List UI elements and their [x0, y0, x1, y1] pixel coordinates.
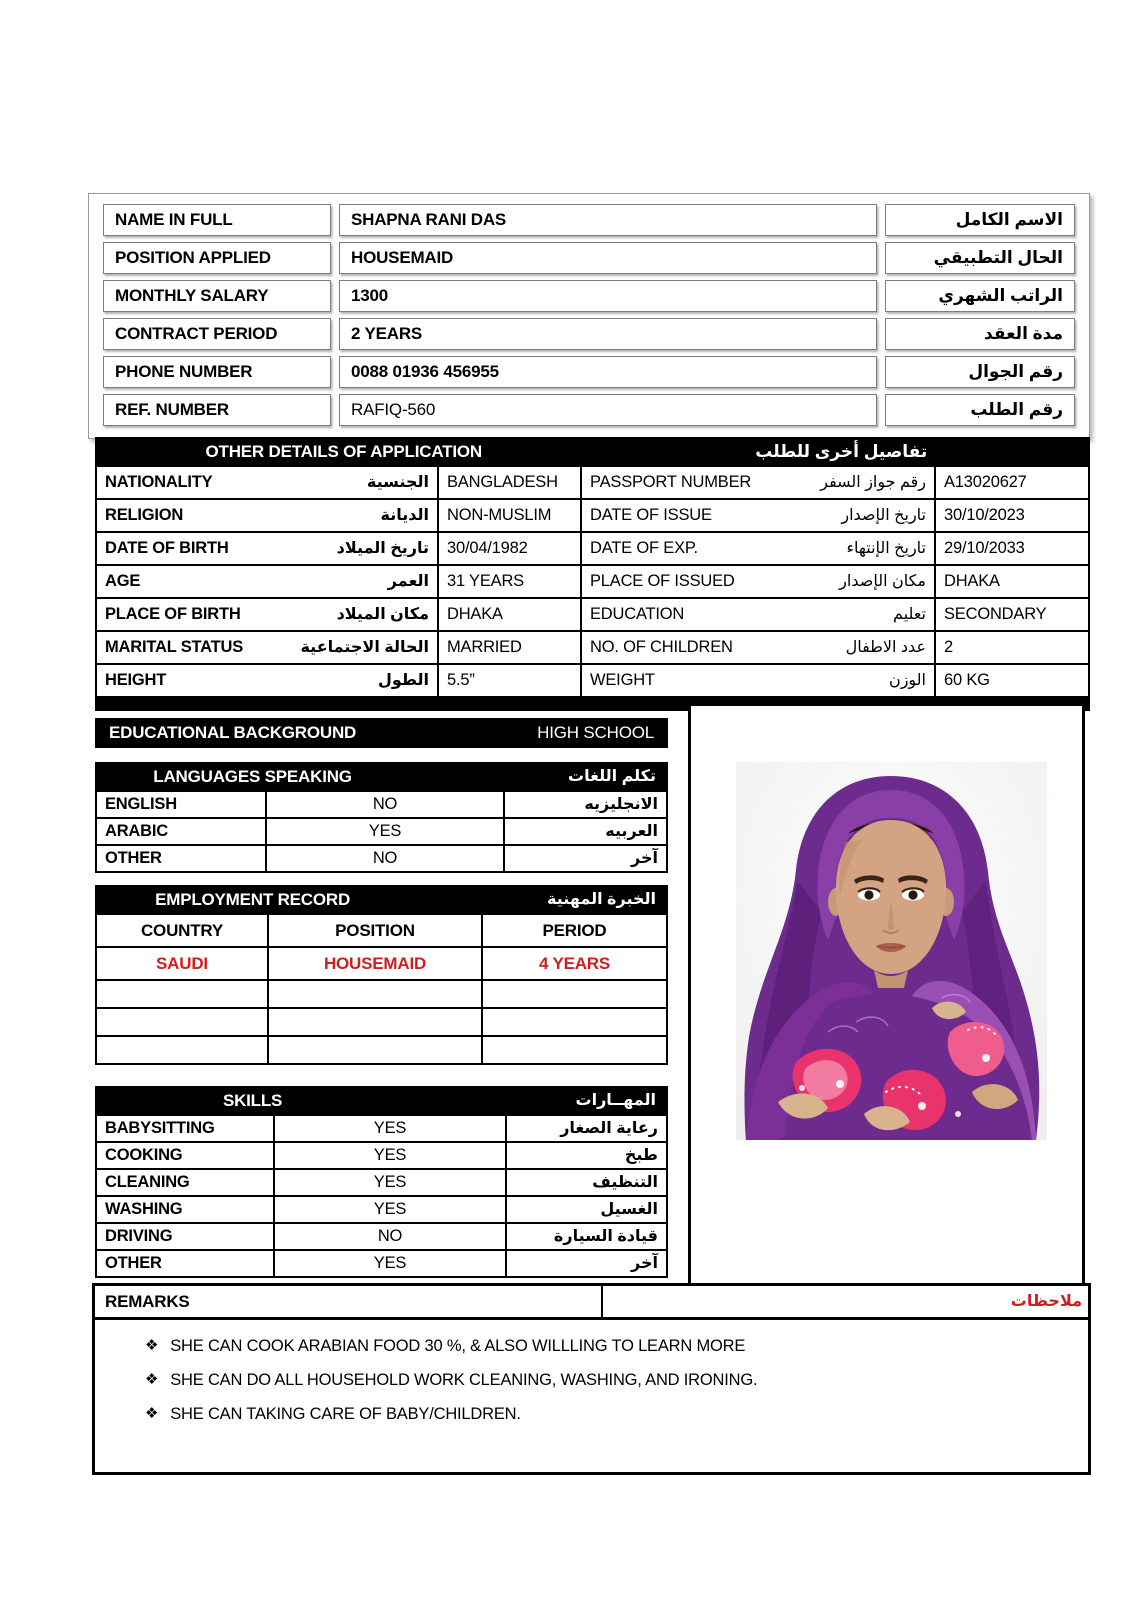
- field-value: 5.5”: [437, 665, 580, 696]
- skill-label-arabic: قيادة السيارة: [505, 1224, 666, 1249]
- section-header-bar: [95, 885, 668, 915]
- remark-text: SHE CAN DO ALL HOUSEHOLD WORK CLEANING, WASHING, AND IRONING.: [170, 1371, 758, 1389]
- skill-value: YES: [273, 1251, 505, 1276]
- language-value: NO: [265, 792, 503, 817]
- field-label: [580, 632, 934, 663]
- other-details-section: [95, 437, 1090, 711]
- skill-label: DRIVING: [105, 1227, 173, 1245]
- language-label: ARABIC: [105, 822, 168, 840]
- field-label-en: PLACE OF ISSUED: [590, 572, 735, 590]
- table-row: [103, 242, 1075, 274]
- table-row: [103, 280, 1075, 312]
- field-label-ar: تاريخ الإصدار: [841, 507, 926, 524]
- field-label: [97, 632, 437, 663]
- employment-position: [267, 981, 481, 1007]
- skills-table: [95, 1116, 668, 1278]
- remark-item: [145, 1397, 1068, 1431]
- skill-value: YES: [273, 1143, 505, 1168]
- field-label-ar: الوزن: [888, 672, 926, 689]
- table-row: [97, 1116, 666, 1141]
- remarks-body: [95, 1320, 1088, 1431]
- column-header: COUNTRY: [140, 921, 224, 940]
- field-label-en: DATE OF BIRTH: [105, 539, 229, 557]
- language-label: OTHER: [105, 849, 162, 867]
- field-label-ar: الحالة الاجتماعية: [300, 639, 429, 656]
- section-title: EDUCATIONAL BACKGROUND: [109, 723, 357, 742]
- table-row: [97, 1249, 666, 1276]
- field-label: [580, 500, 934, 531]
- field-value: SECONDARY: [934, 599, 1088, 630]
- field-value: 29/10/2033: [934, 533, 1088, 564]
- field-label: [97, 566, 437, 597]
- table-row: [97, 531, 1088, 564]
- employment-period: [481, 981, 666, 1007]
- field-value: HOUSEMAID: [339, 242, 877, 274]
- field-label-arabic: الحال التطبيقي: [885, 242, 1075, 274]
- field-label-arabic: مدة العقد: [885, 318, 1075, 350]
- field-label-ar: الجنسية: [366, 474, 429, 491]
- remark-item: [145, 1363, 1068, 1397]
- table-row: [97, 1222, 666, 1249]
- field-label-ar: تاريخ الميلاد: [336, 540, 429, 557]
- language-label-arabic: الانجليزيه: [503, 792, 666, 817]
- field-label-arabic: رقم الجوال: [885, 356, 1075, 388]
- field-value: DHAKA: [437, 599, 580, 630]
- field-value: 30/10/2023: [934, 500, 1088, 531]
- diamond-bullet-icon: ❖: [145, 1405, 159, 1422]
- section-title-arabic: المهــارات: [575, 1092, 656, 1109]
- table-row: [97, 792, 666, 817]
- field-label-en: NO. OF CHILDREN: [590, 638, 733, 656]
- remark-item: [145, 1329, 1068, 1363]
- field-value: BANGLADESH: [437, 467, 580, 498]
- skill-label: COOKING: [105, 1146, 183, 1164]
- language-label-arabic: العربيه: [503, 819, 666, 844]
- field-label-en: WEIGHT: [590, 671, 655, 689]
- skill-value: NO: [273, 1224, 505, 1249]
- field-label-en: PLACE OF BIRTH: [105, 605, 241, 623]
- diamond-bullet-icon: ❖: [145, 1371, 159, 1388]
- field-label: CONTRACT PERIOD: [103, 318, 331, 350]
- table-row: [97, 946, 666, 979]
- employment-country: SAUDI: [156, 954, 208, 973]
- remark-text: SHE CAN COOK ARABIAN FOOD 30 %, & ALSO WILLLING TO LEARN MORE: [170, 1337, 746, 1355]
- employment-position: [267, 1009, 481, 1035]
- field-label-ar: العمر: [387, 573, 429, 590]
- photo-box: [688, 703, 1085, 1288]
- table-row: [97, 564, 1088, 597]
- other-details-table: [95, 467, 1090, 698]
- field-label-arabic: رقم الطلب: [885, 394, 1075, 426]
- field-value: 2 YEARS: [339, 318, 877, 350]
- table-row: [103, 394, 1075, 426]
- section-title-arabic: الخبرة المهنية: [547, 891, 656, 908]
- field-label: [97, 467, 437, 498]
- field-label: [580, 533, 934, 564]
- field-label-en: NATIONALITY: [105, 473, 213, 491]
- section-title: SKILLS: [222, 1091, 283, 1110]
- section-title: REMARKS: [105, 1292, 190, 1311]
- skill-label-arabic: التنظيف: [505, 1170, 666, 1195]
- field-label-ar: الديانة: [380, 507, 429, 524]
- table-row: [97, 1035, 666, 1063]
- column-header: POSITION: [267, 915, 481, 946]
- table-row: [97, 979, 666, 1007]
- skill-label: BABYSITTING: [105, 1119, 215, 1137]
- field-value: 0088 01936 456955: [339, 356, 877, 388]
- field-label-en: MARITAL STATUS: [105, 638, 244, 656]
- field-value: DHAKA: [934, 566, 1088, 597]
- field-label: REF. NUMBER: [103, 394, 331, 426]
- field-label: [97, 500, 437, 531]
- skill-label: CLEANING: [105, 1173, 190, 1191]
- field-label-en: PASSPORT NUMBER: [590, 473, 752, 491]
- field-label-arabic: الاسم الكامل: [885, 204, 1075, 236]
- field-label: [97, 599, 437, 630]
- education-value: HIGH SCHOOL: [537, 723, 654, 742]
- table-row: [97, 1141, 666, 1168]
- section-title: EMPLOYMENT RECORD: [155, 890, 351, 909]
- remark-text: SHE CAN TAKING CARE OF BABY/CHILDREN.: [170, 1405, 521, 1423]
- language-label-arabic: آخر: [503, 846, 666, 871]
- field-label: PHONE NUMBER: [103, 356, 331, 388]
- field-label-ar: رقم جواز السفر: [820, 474, 926, 491]
- field-label: [580, 599, 934, 630]
- field-label-en: DATE OF ISSUE: [590, 506, 712, 524]
- skills-section: [95, 1086, 668, 1278]
- field-label-en: AGE: [105, 572, 141, 590]
- field-label: [580, 467, 934, 498]
- languages-table: [95, 792, 668, 873]
- skill-label-arabic: آخر: [505, 1251, 666, 1276]
- language-value: YES: [265, 819, 503, 844]
- field-label: MONTHLY SALARY: [103, 280, 331, 312]
- section-title-arabic: تكلم اللغات: [568, 768, 656, 785]
- table-row: [97, 597, 1088, 630]
- table-row: [97, 663, 1088, 696]
- field-label-ar: عدد الاطفال: [845, 639, 926, 656]
- section-title: OTHER DETAILS OF APPLICATION: [205, 442, 482, 461]
- field-label-ar: مكان الميلاد: [336, 606, 429, 623]
- educational-background-bar: [95, 718, 668, 748]
- table-row: [97, 630, 1088, 663]
- field-label-arabic: الراتب الشهري: [885, 280, 1075, 312]
- skill-label-arabic: الغسيل: [505, 1197, 666, 1222]
- header-divider: [601, 1286, 603, 1317]
- language-value: NO: [265, 846, 503, 871]
- column-header: PERIOD: [481, 915, 666, 946]
- employment-record-section: [95, 885, 668, 1065]
- skill-label-arabic: رعاية الصغار: [505, 1116, 666, 1141]
- skill-value: YES: [273, 1116, 505, 1141]
- field-label: [580, 665, 934, 696]
- employment-table: [95, 915, 668, 1065]
- table-row: [97, 844, 666, 871]
- field-value: NON-MUSLIM: [437, 500, 580, 531]
- table-row: [103, 318, 1075, 350]
- employment-period: 4 YEARS: [481, 948, 666, 979]
- section-title-arabic: ملاحظات: [1010, 1293, 1082, 1310]
- skill-value: YES: [273, 1197, 505, 1222]
- table-row: [97, 1168, 666, 1195]
- section-title-arabic: تفاصيل أخرى للطلب: [755, 442, 928, 461]
- field-label-en: EDUCATION: [590, 605, 685, 623]
- table-row: [103, 204, 1075, 236]
- field-value: A13020627: [934, 467, 1088, 498]
- field-label-ar: تعليم: [893, 606, 926, 623]
- employment-position: HOUSEMAID: [267, 948, 481, 979]
- language-label: ENGLISH: [105, 795, 177, 813]
- employment-country: [97, 1009, 267, 1035]
- languages-section: [95, 762, 668, 873]
- diamond-bullet-icon: ❖: [145, 1337, 159, 1354]
- field-label-en: HEIGHT: [105, 671, 167, 689]
- field-label-ar: تاريخ الإنتهاء: [846, 540, 926, 557]
- table-row: [97, 1007, 666, 1035]
- field-value: 31 YEARS: [437, 566, 580, 597]
- field-value: RAFIQ-560: [339, 394, 877, 426]
- field-label: [580, 566, 934, 597]
- field-value: 1300: [339, 280, 877, 312]
- field-label: POSITION APPLIED: [103, 242, 331, 274]
- table-row: [97, 498, 1088, 531]
- table-row: [97, 467, 1088, 498]
- table-row: [97, 817, 666, 844]
- field-label: NAME IN FULL: [103, 204, 331, 236]
- skill-label: OTHER: [105, 1254, 162, 1272]
- section-header-bar: [95, 437, 1090, 467]
- remarks-header: [95, 1286, 1088, 1320]
- field-value: SHAPNA RANI DAS: [339, 204, 877, 236]
- table-row: [103, 356, 1075, 388]
- field-value: MARRIED: [437, 632, 580, 663]
- remarks-section: [92, 1283, 1091, 1475]
- field-value: 30/04/1982: [437, 533, 580, 564]
- field-label: [97, 533, 437, 564]
- section-header-bar: [95, 1086, 668, 1116]
- skill-value: YES: [273, 1170, 505, 1195]
- field-label-en: DATE OF EXP.: [590, 539, 698, 557]
- field-label-ar: الطول: [378, 672, 429, 689]
- field-label-en: RELIGION: [105, 506, 184, 524]
- employment-country: [97, 981, 267, 1007]
- field-value: 60 KG: [934, 665, 1088, 696]
- employment-country: [97, 1037, 267, 1063]
- table-header-row: [97, 915, 666, 946]
- skill-label-arabic: طبخ: [505, 1143, 666, 1168]
- employment-period: [481, 1009, 666, 1035]
- section-title: LANGUAGES SPEAKING: [153, 767, 352, 786]
- field-value: 2: [934, 632, 1088, 663]
- section-header-bar: [95, 762, 668, 792]
- applicant-summary-table: [88, 193, 1090, 439]
- field-label: [97, 665, 437, 696]
- applicant-photo: [736, 762, 1047, 1140]
- field-label-ar: مكان الإصدار: [839, 573, 926, 590]
- employment-position: [267, 1037, 481, 1063]
- employment-period: [481, 1037, 666, 1063]
- skill-label: WASHING: [105, 1200, 183, 1218]
- table-row: [97, 1195, 666, 1222]
